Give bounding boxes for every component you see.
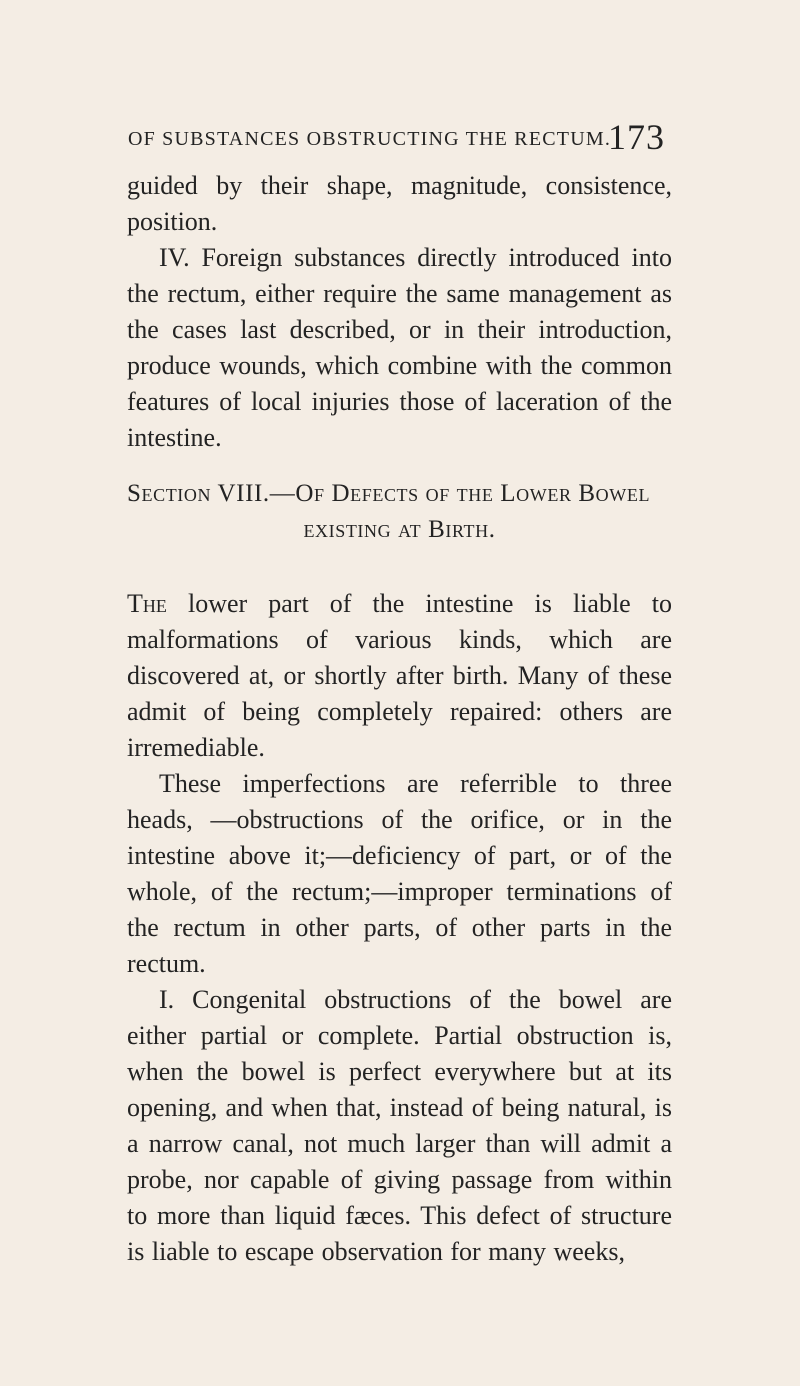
paragraph-continuation: guided by their shape, magnitude, consistence, position.	[127, 171, 672, 236]
paragraph-intro-text: lower part of the intestine is liable to malformations of various kinds, which are discovered at, or shortly after birth. Many of these admit of being completely repaired: others are irremediable.	[127, 589, 673, 762]
page-number: 173	[608, 117, 665, 157]
section-heading-line-1: Section VIII.—Of Defects of the Lower Bowel	[127, 480, 651, 507]
paragraph-intro-lead: The	[127, 589, 167, 618]
section-heading-line-2: existing at Birth.	[303, 516, 496, 543]
paragraph-intro	[127, 586, 672, 766]
paragraph-iv: IV. Foreign substances directly introduced into the rectum, either require the same management as the cases last described, or in their introduction, produce wounds, which combine with the common features of local injuries those of laceration of the intestine.	[127, 243, 672, 452]
text-block-lower	[127, 586, 672, 1270]
text-block-upper	[127, 168, 672, 456]
running-title: OF SUBSTANCES OBSTRUCTING THE RECTUM.	[128, 128, 612, 150]
section-heading	[127, 476, 672, 548]
paragraph-imperfections: These imperfections are referrible to three heads, —obstructions of the orifice, or in the intestine above it;—deficiency of part, or of the whole, of the rectum;—improper terminations of the rectum in other parts, of other parts in the rectum.	[127, 769, 672, 978]
paragraph-congenital: I. Congenital obstructions of the bowel are either partial or complete. Partial obstruction is, when the bowel is perfect everywhere but at its opening, and when that, instead of being natural, is a narrow canal, not much larger than will admit a probe, nor capable of giving passage from within to more than liquid fæces. This defect of structure is liable to escape observation for many weeks,	[127, 985, 672, 1266]
